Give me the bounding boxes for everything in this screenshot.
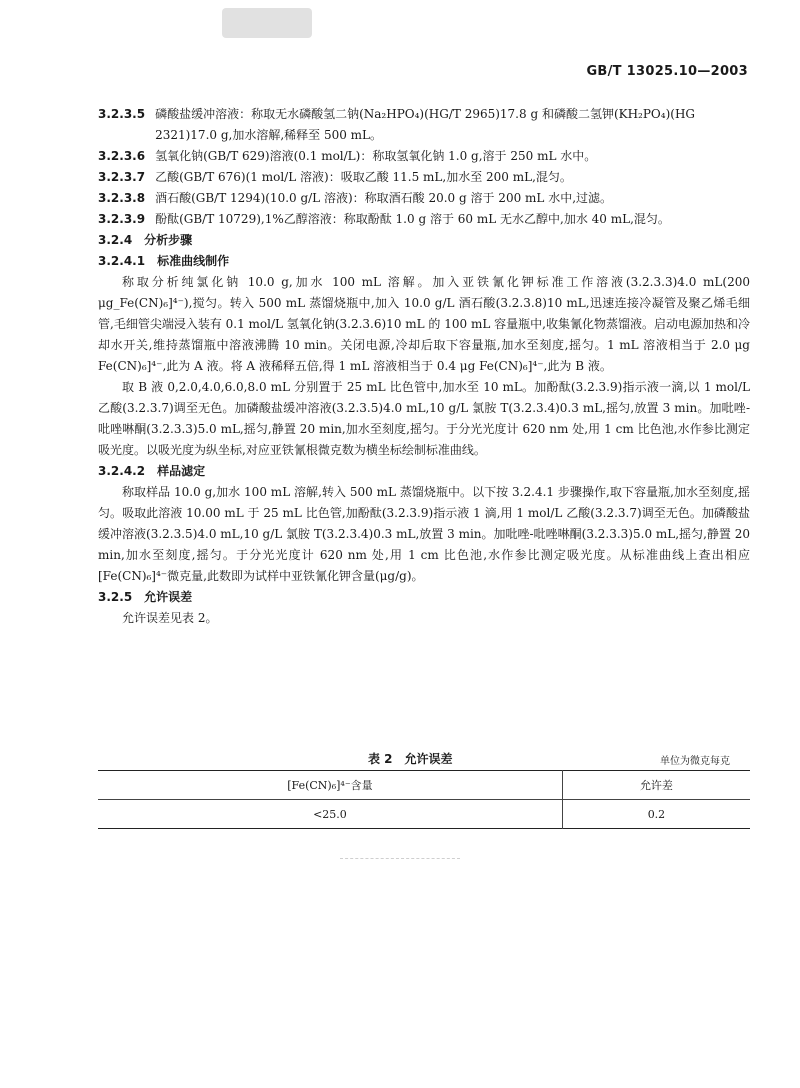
section-number: 3.2.4 [98, 233, 133, 247]
paragraph-standard-curve-a: 称取分析纯氯化钠 10.0 g,加水 100 mL 溶解。加入亚铁氰化钾标准工作溶液(3.2.3.3)4.0 mL(200 μg_Fe(CN)₆]⁴⁻),搅匀。转入 500 mL 蒸馏烧瓶中,加入 10.0 g/L 酒石酸(3.2.3.8)10 mL,迅速连接冷凝管及聚乙烯毛细管,毛细管尖端浸入装有 0.1 mol/L 氢氧化钠(3.2.3.6)10 mL 的 100 mL 容量瓶中,收集氰化物蒸馏液。启动电源加热和冷却水开关,维持蒸馏瓶中溶液沸腾 10 min。关闭电源,冷却后取下容量瓶,加水至刻度,摇匀。1 mL 溶液相当于 2.0 μg Fe(CN)₆]⁴⁻,此为 A 液。将 A 液稀释五倍,得 1 mL 溶液相当于 0.4 μg Fe(CN)₆]⁴⁻,此为 B 液。 [98, 275, 750, 373]
table-header-cell: [Fe(CN)₆]⁴⁻含量 [98, 771, 562, 800]
clause-3-2-3-5 [98, 104, 750, 146]
clause-number: 3.2.3.9 [98, 212, 146, 226]
end-rule [340, 858, 460, 865]
clause-number: 3.2.3.7 [98, 170, 146, 184]
clause-text: 酚酞(GB/T 10729),1%乙醇溶液：称取酚酞 1.0 g 溶于 60 mL 无水乙醇中,加水 40 mL,混匀。 [155, 212, 670, 226]
clause-number: 3.2.3.8 [98, 191, 146, 205]
table-header-row [98, 771, 750, 800]
clause-number: 3.2.3.5 [98, 107, 146, 121]
clause-3-2-3-9 [98, 209, 750, 230]
table-cell: <25.0 [98, 800, 562, 829]
clause-3-2-3-8 [98, 188, 750, 209]
section-number: 3.2.4.1 [98, 254, 146, 268]
section-title: 分析步骤 [144, 233, 193, 247]
paragraph-sample-determination: 称取样品 10.0 g,加水 100 mL 溶解,转入 500 mL 蒸馏烧瓶中。以下按 3.2.4.1 步骤操作,取下容量瓶,加水至刻度,摇匀。吸取此溶液 10.00 mL 于 25 mL 比色管,加酚酞(3.2.3.9)指示液 1 滴,用 1 mol/L 乙酸(3.2.3.7)调至无色。加磷酸盐缓冲溶液(3.2.3.5)4.0 mL,10 g/L 氯胺 T(3.2.3.4)0.3 mL,放置 3 min。加吡唑-吡唑啉酮(3.2.3.3)5.0 mL,摇匀,静置 20 min,加水至刻度,摇匀。于分光光度计 620 nm 处,用 1 cm 比色池,水作参比测定吸光度。从标准曲线上查出相应[Fe(CN)₆]⁴⁻微克量,此数即为试样中亚铁氰化钾含量(μg/g)。 [98, 485, 750, 583]
clause-text: 酒石酸(GB/T 1294)(10.0 g/L 溶液)：称取酒石酸 20.0 g 溶于 200 mL 水中,过滤。 [155, 191, 613, 205]
table-unit: 单位为微克每克 [660, 756, 730, 767]
document-body [98, 104, 750, 629]
scan-stamp-mark [222, 8, 312, 38]
table-2 [98, 748, 750, 829]
clause-number: 3.2.3.6 [98, 149, 146, 163]
clause-text: 磷酸盐缓冲溶液：称取无水磷酸氢二钠(Na₂HPO₄)(HG/T 2965)17.8 g 和磷酸二氢钾(KH₂PO₄)(HG 2321)17.0 g,加水溶解,稀释至 500 mL。 [155, 107, 695, 142]
table-header-cell: 允许差 [562, 771, 750, 800]
paragraph-allowable-error: 允许误差见表 2。 [122, 611, 218, 625]
paragraph-standard-curve-b: 取 B 液 0,2.0,4.0,6.0,8.0 mL 分别置于 25 mL 比色管中,加水至 10 mL。加酚酞(3.2.3.9)指示液一滴,以 1 mol/L 乙酸(3.2.3.7)调至无色。加磷酸盐缓冲溶液(3.2.3.5)4.0 mL,10 g/L 氯胺 T(3.2.3.4)0.3 mL,摇匀,放置 3 min。加吡唑-吡唑啉酮(3.2.3.3)5.0 mL,摇匀,静置 20 min,加水至刻度,摇匀。于分光光度计 620 nm 处,用 1 cm 比色池,水作参比测定吸光度。以吸光度为纵坐标,对应亚铁氰根微克数为横坐标绘制标准曲线。 [98, 380, 750, 457]
table-cell: 0.2 [562, 800, 750, 829]
table-caption-row [98, 748, 750, 770]
section-3-2-4-1-heading [98, 251, 750, 272]
standard-number: GB/T 13025.10—2003 [586, 64, 748, 79]
clause-3-2-3-7 [98, 167, 750, 188]
section-title: 样品滤定 [157, 464, 206, 478]
section-title: 标准曲线制作 [157, 254, 230, 268]
table-row [98, 800, 750, 829]
table-caption: 表 2 允许误差 [368, 752, 453, 766]
allowable-error-table [98, 770, 750, 829]
section-3-2-4-2-heading [98, 461, 750, 482]
clause-text: 氢氧化钠(GB/T 629)溶液(0.1 mol/L)：称取氢氧化钠 1.0 g,溶于 250 mL 水中。 [155, 149, 597, 163]
section-3-2-5-heading [98, 587, 750, 608]
clause-text: 乙酸(GB/T 676)(1 mol/L 溶液)：吸取乙酸 11.5 mL,加水至 200 mL,混匀。 [155, 170, 572, 184]
section-3-2-4-heading [98, 230, 750, 251]
section-number: 3.2.4.2 [98, 464, 146, 478]
section-number: 3.2.5 [98, 590, 133, 604]
clause-3-2-3-6 [98, 146, 750, 167]
section-title: 允许误差 [144, 590, 193, 604]
